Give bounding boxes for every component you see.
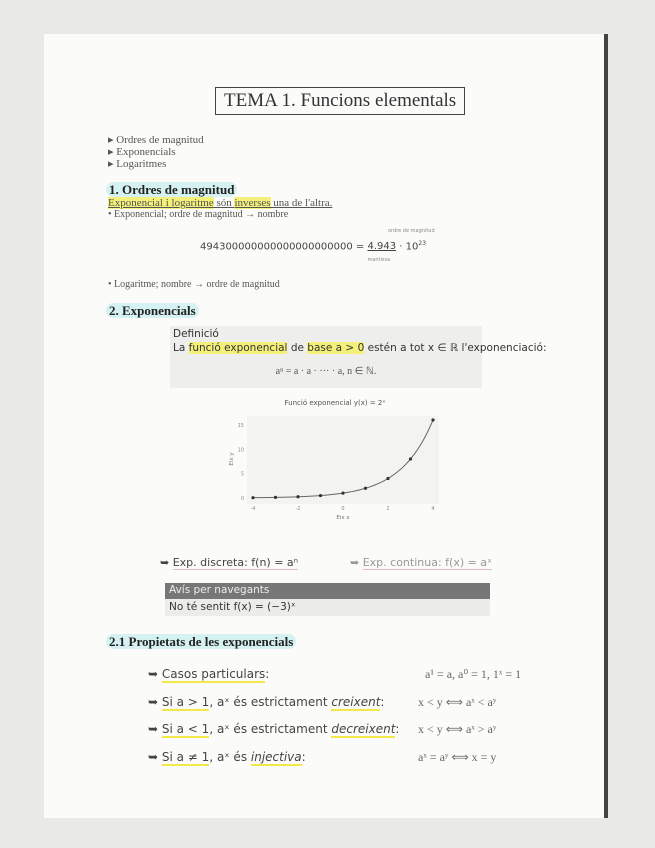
property-math: a¹ = a, a⁰ = 1, 1ˣ = 1 (425, 667, 522, 681)
data-point (274, 496, 277, 499)
data-point (364, 487, 367, 490)
data-point (251, 496, 254, 499)
property-row: ➥ Si a ≠ 1, aˣ és injectiva: (148, 750, 306, 764)
x-tick-label: 4 (431, 506, 435, 512)
property-row: ➥ Si a < 1, aˣ és estrictament decreixent: (148, 722, 400, 736)
property-math: aˣ = aʸ ⟺ x = y (418, 750, 497, 764)
definition-text: La funció exponencial de base a > 0 estén a tot x ∈ ℝ l'exponenciació: (173, 342, 547, 354)
data-point (341, 492, 344, 495)
definition-title: Definició (173, 328, 219, 340)
x-tick-label: 2 (386, 506, 390, 512)
definition-box (170, 326, 547, 388)
property-math: x < y ⟺ aˣ > aʸ (418, 722, 497, 736)
x-tick-label: 0 (341, 506, 345, 512)
outline-item: ▸ Ordres de magnitud (108, 134, 204, 146)
y-axis-label: Eix y (229, 452, 235, 466)
warning-body: No té sentit f(x) = (−3)ˣ (169, 601, 296, 613)
page-title: TEMA 1. Funcions elementals (215, 87, 465, 115)
property-row: ➥ Si a > 1, aˣ és estrictament creixent: (148, 695, 385, 709)
bullet-logaritme: • Logaritme; nombre → ordre de magnitud (108, 279, 280, 290)
property-row: ➥ Casos particulars: (148, 667, 270, 681)
bullet-exponencial: • Exponencial; ordre de magnitud → nombre (108, 209, 289, 220)
exponential-chart (215, 410, 445, 525)
y-tick-label: 10 (237, 447, 244, 454)
warning-box (165, 583, 490, 616)
inverse-statement: Exponencial i logaritme són inverses una de l'altra. (108, 197, 333, 209)
data-point (431, 418, 434, 421)
section-heading: 2. Exponencials (106, 303, 199, 318)
exp-continua: ➥ Exp. continua: f(x) = aˣ (350, 556, 492, 569)
outline-list (108, 134, 204, 170)
section-heading: 1. Ordres de magnitud (106, 182, 237, 197)
magnitude-example: 494300000000000000000000 = 4.943 mantissa · $10^{23}$ ordre de magnitud (200, 228, 435, 264)
data-point (409, 457, 412, 460)
warning-header: Avís per navegants (165, 583, 490, 599)
definition-formula: aⁿ = a · a · ··· · a, n ∈ ℕ. (275, 366, 377, 377)
chart-title: Funció exponencial y(x) = 2ˣ (284, 399, 386, 407)
x-axis-label: Eix x (336, 515, 350, 521)
y-tick-label: 15 (237, 422, 244, 429)
exp-discreta: ➥ Exp. discreta: f(n) = aⁿ (160, 556, 299, 569)
y-tick-label: 0 (240, 496, 244, 502)
property-math: x < y ⟺ aˣ < aʸ (418, 695, 497, 709)
data-point (319, 494, 322, 497)
section-heading: 2.1 Propietats de les exponencials (106, 634, 296, 649)
page-edge (604, 34, 608, 818)
x-tick-label: -4 (250, 506, 256, 512)
data-point (296, 495, 299, 498)
outline-item: ▸ Exponencials (108, 146, 176, 158)
outline-item: ▸ Logaritmes (108, 158, 167, 170)
data-point (386, 477, 389, 480)
y-tick-label: 5 (240, 471, 244, 478)
x-tick-label: -2 (295, 506, 301, 512)
